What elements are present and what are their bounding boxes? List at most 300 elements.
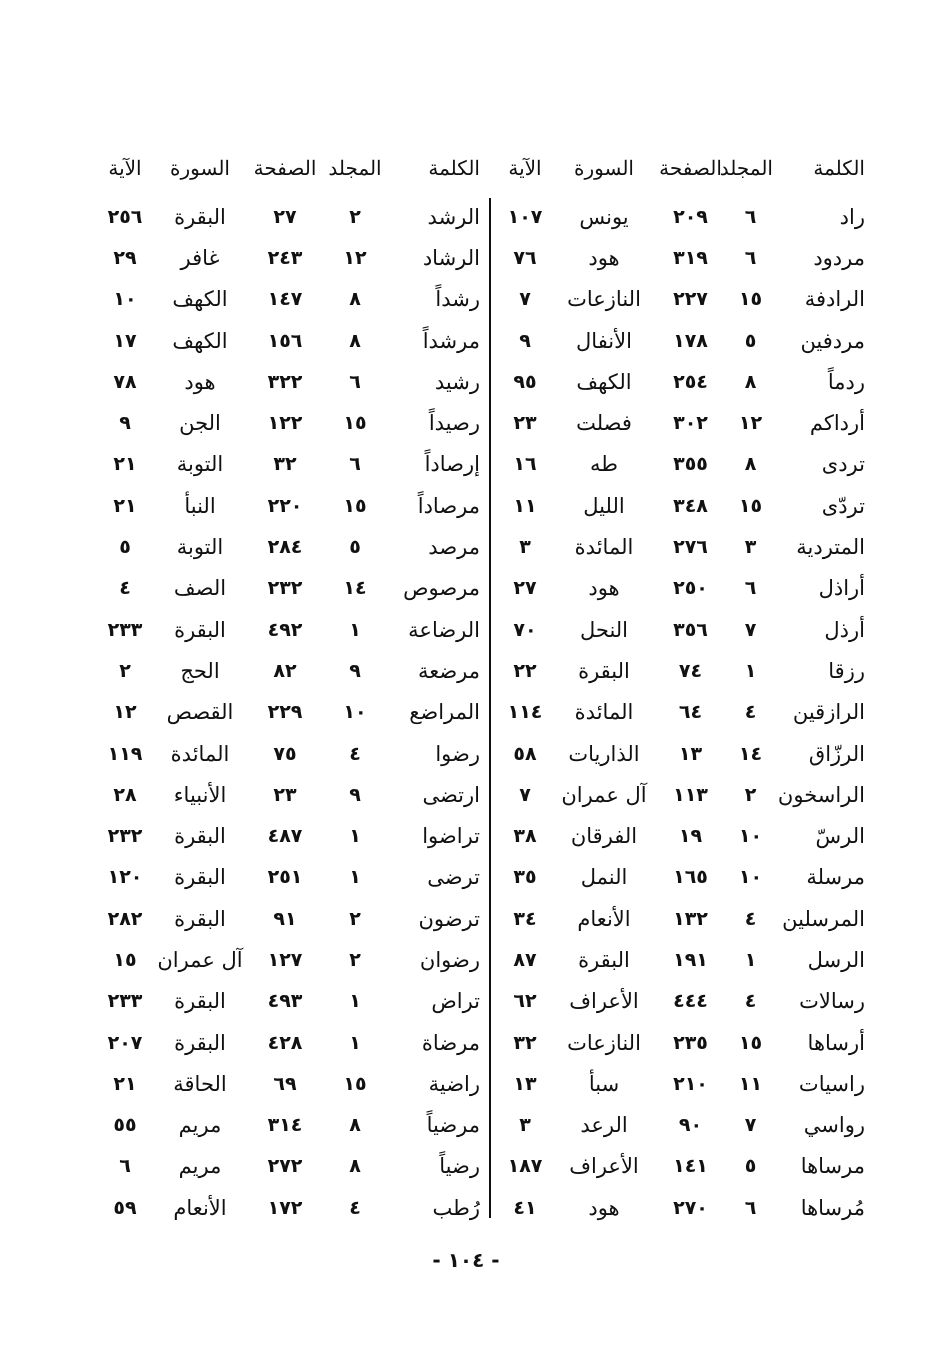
table-row xyxy=(95,898,480,939)
column-divider xyxy=(489,198,491,1218)
table-row xyxy=(95,320,480,361)
volume-cell: ٢ xyxy=(349,948,361,971)
table-row xyxy=(495,237,865,278)
verse-cell: ٢٣٢ xyxy=(107,825,143,848)
page-cell: ٣١٤ xyxy=(267,1114,303,1137)
volume-cell: ٩ xyxy=(349,783,361,806)
table-row xyxy=(95,444,480,485)
word-cell: تردّى xyxy=(821,493,865,518)
surah-cell: مريم xyxy=(178,1154,222,1179)
page-cell: ٢٧٢ xyxy=(267,1155,303,1178)
word-cell: مُرساها xyxy=(800,1195,865,1220)
word-cell: ارتضى xyxy=(422,782,480,807)
verse-cell: ٩٥ xyxy=(513,370,537,393)
verse-cell: ٢١ xyxy=(113,494,137,517)
word-cell: رصيداً xyxy=(428,411,480,436)
table-row xyxy=(95,774,480,815)
table-row xyxy=(495,815,865,856)
word-cell: ردماً xyxy=(827,369,865,394)
word-cell: راسيات xyxy=(798,1071,865,1096)
word-cell: مرسلة xyxy=(806,865,865,890)
word-cell: مرضياً xyxy=(426,1113,480,1138)
verse-cell: ٣٤ xyxy=(513,907,537,930)
volume-cell: ٥ xyxy=(744,1155,757,1178)
table-row xyxy=(95,361,480,402)
verse-cell: ١٦ xyxy=(513,453,537,476)
table-row xyxy=(495,857,865,898)
table-row xyxy=(95,939,480,980)
surah-cell: الأنعام xyxy=(173,1195,227,1220)
word-cell: رزقا xyxy=(828,658,865,683)
word-cell: راضية xyxy=(428,1071,480,1096)
surah-cell: البقرة xyxy=(174,824,226,849)
page-cell: ٤٩٢ xyxy=(267,618,303,641)
page-cell: ٣٥٦ xyxy=(673,618,708,641)
index-table-left xyxy=(95,150,480,1228)
page-cell: ٣١٩ xyxy=(673,246,708,269)
volume-cell: ١ xyxy=(349,990,361,1013)
verse-cell: ٩ xyxy=(519,329,531,352)
table-row xyxy=(95,526,480,567)
page-cell: ٢٣٥ xyxy=(673,1031,708,1054)
volume-cell: ٢ xyxy=(349,907,361,930)
word-cell: ترضى xyxy=(427,865,480,890)
volume-cell: ١١ xyxy=(738,1072,763,1095)
verse-cell: ١١٩ xyxy=(107,742,143,765)
header-word: الكلمة xyxy=(428,156,480,180)
volume-cell: ١٥ xyxy=(343,494,367,517)
table-row xyxy=(495,444,865,485)
volume-cell: ١ xyxy=(349,866,361,889)
surah-cell: البقرة xyxy=(174,906,226,931)
word-cell: الرشاد xyxy=(422,245,480,270)
volume-cell: ١٤ xyxy=(738,742,763,765)
volume-cell: ١ xyxy=(744,659,757,682)
volume-cell: ٧ xyxy=(744,1114,757,1137)
table-row xyxy=(95,1063,480,1104)
page-cell: ٢٧٦ xyxy=(673,536,708,559)
header-page: الصفحة xyxy=(253,156,317,180)
volume-cell: ١٠ xyxy=(738,825,763,848)
verse-cell: ٢٢ xyxy=(513,659,537,682)
table-header-row xyxy=(495,150,865,186)
page-cell: ٨٢ xyxy=(273,659,297,682)
volume-cell: ١٥ xyxy=(738,1031,763,1054)
word-cell: تردى xyxy=(821,452,865,477)
table-row xyxy=(95,279,480,320)
page-cell: ٩١ xyxy=(273,907,297,930)
surah-cell: الذاريات xyxy=(568,741,640,766)
volume-cell: ٨ xyxy=(349,288,361,311)
table-header-row xyxy=(95,150,480,186)
verse-cell: ١١٤ xyxy=(507,701,543,724)
surah-cell: فصلت xyxy=(576,411,632,436)
header-page: الصفحة xyxy=(659,156,722,180)
surah-cell: النازعات xyxy=(567,287,641,312)
verse-cell: ٦ xyxy=(119,1155,131,1178)
verse-cell: ٣٥ xyxy=(513,866,537,889)
surah-cell: النازعات xyxy=(567,1030,641,1055)
table-row xyxy=(95,237,480,278)
surah-cell: البقرة xyxy=(174,204,226,229)
surah-cell: آل عمران xyxy=(561,782,647,807)
word-cell: مرضاة xyxy=(421,1030,480,1055)
table-row xyxy=(95,733,480,774)
page-cell: ٤٤٤ xyxy=(673,990,708,1013)
volume-cell: ٧ xyxy=(744,618,757,641)
surah-cell: النمل xyxy=(580,865,628,890)
header-volume: المجلد xyxy=(328,156,382,180)
volume-cell: ٨ xyxy=(744,453,757,476)
surah-cell: البقرة xyxy=(174,617,226,642)
verse-cell: ٢٨٢ xyxy=(107,907,143,930)
table-row xyxy=(95,1187,480,1228)
word-cell: أراذل xyxy=(818,576,865,601)
volume-cell: ٨ xyxy=(349,1155,361,1178)
volume-cell: ٥ xyxy=(744,329,757,352)
header-verse: الآية xyxy=(108,156,142,180)
word-cell: المتردية xyxy=(796,535,865,560)
volume-cell: ٦ xyxy=(349,370,361,393)
page-cell: ٣٢ xyxy=(273,453,297,476)
verse-cell: ٣٨ xyxy=(513,825,537,848)
verse-cell: ٧ xyxy=(519,288,531,311)
surah-cell: الأنفال xyxy=(576,328,632,353)
table-row xyxy=(495,650,865,691)
page-cell: ٣٤٨ xyxy=(673,494,708,517)
page-cell: ١٥٦ xyxy=(267,329,303,352)
header-surah: السورة xyxy=(574,156,634,180)
word-cell: رشيد xyxy=(434,369,480,394)
verse-cell: ٦٢ xyxy=(513,990,537,1013)
page-cell: ٢٠٩ xyxy=(673,205,708,228)
page-cell: ١٩١ xyxy=(673,948,708,971)
volume-cell: ٦ xyxy=(744,205,757,228)
verse-cell: ١٣ xyxy=(513,1072,537,1095)
verse-cell: ٢٣٣ xyxy=(107,990,143,1013)
page-cell: ٢٤٣ xyxy=(267,246,303,269)
table-row xyxy=(495,692,865,733)
table-row xyxy=(495,1187,865,1228)
page-cell: ٢٧ xyxy=(273,205,297,228)
page-cell: ٢٢٠ xyxy=(267,494,303,517)
verse-cell: ٨٧ xyxy=(513,948,537,971)
word-cell: مرساها xyxy=(800,1154,865,1179)
table-row xyxy=(95,692,480,733)
word-cell: تراضوا xyxy=(422,824,480,849)
surah-cell: الكهف xyxy=(172,287,228,312)
verse-cell: ٥٩ xyxy=(113,1196,137,1219)
verse-cell: ١٥ xyxy=(113,948,137,971)
word-cell: أرذل xyxy=(824,617,865,642)
volume-cell: ٨ xyxy=(744,370,757,393)
surah-cell: الصف xyxy=(173,576,227,601)
verse-cell: ١٨٧ xyxy=(507,1155,543,1178)
surah-cell: الأنعام xyxy=(577,906,631,931)
table-row xyxy=(95,1105,480,1146)
page-cell: ١٩ xyxy=(678,825,703,848)
table-row xyxy=(495,279,865,320)
table-row xyxy=(95,402,480,443)
surah-cell: الأعراف xyxy=(569,1154,639,1179)
page-cell: ١٧٢ xyxy=(267,1196,303,1219)
surah-cell: هود xyxy=(588,576,620,601)
surah-cell: المائدة xyxy=(574,700,634,725)
word-cell: الرسّ xyxy=(815,824,865,849)
word-cell: الراسخون xyxy=(777,782,865,807)
table-row xyxy=(495,609,865,650)
table-row xyxy=(95,650,480,691)
verse-cell: ٢٩ xyxy=(113,246,137,269)
table-row xyxy=(495,1146,865,1187)
word-cell: رسالات xyxy=(799,989,865,1014)
page-cell: ٩٠ xyxy=(678,1114,703,1137)
surah-cell: التوبة xyxy=(176,535,224,560)
verse-cell: ٣ xyxy=(519,536,531,559)
header-surah: السورة xyxy=(170,156,230,180)
page-cell: ١٢٢ xyxy=(267,412,303,435)
surah-cell: الحاقة xyxy=(173,1071,227,1096)
verse-cell: ٣ xyxy=(519,1114,531,1137)
page-cell: ٣٠٢ xyxy=(673,412,708,435)
word-cell: أرساها xyxy=(807,1030,865,1055)
volume-cell: ١ xyxy=(349,1031,361,1054)
table-row xyxy=(495,485,865,526)
page-cell: ٤٢٨ xyxy=(267,1031,303,1054)
word-cell: رُطب xyxy=(432,1195,480,1220)
word-cell: تراض xyxy=(431,989,480,1014)
page-cell: ٢١٠ xyxy=(673,1072,708,1095)
word-cell: الرضاعة xyxy=(408,617,480,642)
verse-cell: ٥ xyxy=(119,536,131,559)
verse-cell: ٤ xyxy=(119,577,131,600)
surah-cell: الفرقان xyxy=(570,824,638,849)
page-cell: ١٣٢ xyxy=(673,907,708,930)
verse-cell: ٢٠٧ xyxy=(107,1031,143,1054)
surah-cell: البقرة xyxy=(578,947,630,972)
page-cell: ٢٢٧ xyxy=(673,288,708,311)
table-row xyxy=(95,1146,480,1187)
volume-cell: ١٥ xyxy=(738,288,763,311)
word-cell: الرازقين xyxy=(792,700,865,725)
verse-cell: ٥٨ xyxy=(513,742,537,765)
surah-cell: البقرة xyxy=(174,865,226,890)
volume-cell: ٤ xyxy=(744,990,757,1013)
table-row xyxy=(95,196,480,237)
volume-cell: ٣ xyxy=(744,536,757,559)
verse-cell: ٢٥٦ xyxy=(107,205,143,228)
surah-cell: النحل xyxy=(579,617,629,642)
word-cell: الرادفة xyxy=(804,287,865,312)
word-cell: مرصاداً xyxy=(417,493,480,518)
volume-cell: ١٠ xyxy=(343,701,367,724)
volume-cell: ٦ xyxy=(349,453,361,476)
word-cell: مردفين xyxy=(800,328,865,353)
volume-cell: ١٠ xyxy=(738,866,763,889)
surah-cell: المائدة xyxy=(170,741,230,766)
page-cell: ٤٩٣ xyxy=(267,990,303,1013)
table-row xyxy=(95,815,480,856)
surah-cell: الرعد xyxy=(580,1113,628,1138)
verse-cell: ٢٣٣ xyxy=(107,618,143,641)
page-cell: ١٧٨ xyxy=(673,329,708,352)
surah-cell: الليل xyxy=(583,493,625,518)
verse-cell: ٢٣ xyxy=(513,412,537,435)
verse-cell: ٩ xyxy=(119,412,131,435)
verse-cell: ١١ xyxy=(513,494,537,517)
surah-cell: البقرة xyxy=(174,989,226,1014)
verse-cell: ٢٨ xyxy=(113,783,137,806)
volume-cell: ٦ xyxy=(744,577,757,600)
word-cell: مرشداً xyxy=(422,328,480,353)
volume-cell: ٤ xyxy=(349,742,361,765)
word-cell: المراضع xyxy=(409,700,480,725)
surah-cell: النبأ xyxy=(184,493,216,518)
volume-cell: ٢ xyxy=(349,205,361,228)
verse-cell: ١٠٧ xyxy=(507,205,543,228)
surah-cell: الحج xyxy=(180,658,220,683)
surah-cell: البقرة xyxy=(578,658,630,683)
verse-cell: ١٧ xyxy=(113,329,137,352)
table-row xyxy=(95,981,480,1022)
volume-cell: ١ xyxy=(349,825,361,848)
page-cell: ٢٥٠ xyxy=(673,577,708,600)
word-cell: رضوان xyxy=(419,947,480,972)
surah-cell: غافر xyxy=(180,245,220,270)
table-row xyxy=(495,568,865,609)
table-row xyxy=(495,1063,865,1104)
volume-cell: ٨ xyxy=(349,1114,361,1137)
table-row xyxy=(95,1022,480,1063)
volume-cell: ١٢ xyxy=(738,412,763,435)
verse-cell: ٥٥ xyxy=(113,1114,137,1137)
table-row xyxy=(495,526,865,567)
verse-cell: ٤١ xyxy=(513,1196,537,1219)
volume-cell: ١٥ xyxy=(343,1072,367,1095)
volume-cell: ١٥ xyxy=(343,412,367,435)
verse-cell: ٧٨ xyxy=(113,370,137,393)
table-row xyxy=(495,320,865,361)
verse-cell: ٢١ xyxy=(113,453,137,476)
surah-cell: يونس xyxy=(579,204,629,229)
volume-cell: ٥ xyxy=(349,536,361,559)
verse-cell: ١٢ xyxy=(113,701,137,724)
page-cell: ٤٨٧ xyxy=(267,825,303,848)
page-number: - ١٠٤ - xyxy=(432,1248,500,1272)
volume-cell: ٤ xyxy=(349,1196,361,1219)
header-verse: الآية xyxy=(508,156,542,180)
table-row xyxy=(495,939,865,980)
word-cell: أرداكم xyxy=(809,411,865,436)
verse-cell: ٧ xyxy=(519,783,531,806)
page-cell: ٢٥٤ xyxy=(673,370,708,393)
volume-cell: ٨ xyxy=(349,329,361,352)
volume-cell: ١٤ xyxy=(343,577,367,600)
table-row xyxy=(495,402,865,443)
surah-cell: هود xyxy=(184,369,216,394)
page-cell: ٢٨٤ xyxy=(267,536,303,559)
page-cell: ١٢٧ xyxy=(267,948,303,971)
word-cell: ترضون xyxy=(418,906,480,931)
page-cell: ٢٥١ xyxy=(267,866,303,889)
word-cell: راد xyxy=(839,204,865,229)
surah-cell: البقرة xyxy=(174,1030,226,1055)
surah-cell: الأعراف xyxy=(569,989,639,1014)
surah-cell: مريم xyxy=(178,1113,222,1138)
table-row xyxy=(95,857,480,898)
page-cell: ٢٣ xyxy=(273,783,297,806)
table-row xyxy=(495,774,865,815)
verse-cell: ٧٦ xyxy=(513,246,537,269)
table-row xyxy=(95,609,480,650)
verse-cell: ٢ xyxy=(119,659,131,682)
volume-cell: ٩ xyxy=(349,659,361,682)
surah-cell: الأنبياء xyxy=(173,782,227,807)
volume-cell: ٦ xyxy=(744,246,757,269)
header-word: الكلمة xyxy=(813,156,865,180)
page-cell: ٣٢٢ xyxy=(267,370,303,393)
verse-cell: ٧٠ xyxy=(513,618,537,641)
surah-cell: سبأ xyxy=(588,1071,620,1096)
word-cell: رواسي xyxy=(803,1113,865,1138)
word-cell: مرصد xyxy=(428,535,480,560)
table-row xyxy=(495,196,865,237)
surah-cell: طه xyxy=(590,452,618,477)
word-cell: رضوا xyxy=(435,741,480,766)
surah-cell: الجن xyxy=(179,411,221,436)
table-row xyxy=(95,568,480,609)
word-cell: الرشد xyxy=(427,204,480,229)
surah-cell: هود xyxy=(588,1195,620,1220)
page-cell: ١١٣ xyxy=(673,783,708,806)
table-row xyxy=(495,361,865,402)
page-cell: ١٤٧ xyxy=(267,288,303,311)
volume-cell: ٤ xyxy=(744,701,757,724)
header-volume: المجلد xyxy=(719,156,773,180)
table-row xyxy=(495,898,865,939)
volume-cell: ١٢ xyxy=(343,246,367,269)
word-cell: مرضعة xyxy=(417,658,480,683)
word-cell: المرسلين xyxy=(782,906,865,931)
verse-cell: ١٢٠ xyxy=(107,866,143,889)
surah-cell: المائدة xyxy=(574,535,634,560)
word-cell: الرزّاق xyxy=(808,741,865,766)
surah-cell: آل عمران xyxy=(157,947,243,972)
table-row xyxy=(95,485,480,526)
volume-cell: ٤ xyxy=(744,907,757,930)
page-cell: ٦٤ xyxy=(678,701,703,724)
table-row xyxy=(495,1105,865,1146)
volume-cell: ١ xyxy=(744,948,757,971)
table-row xyxy=(495,981,865,1022)
volume-cell: ١٥ xyxy=(738,494,763,517)
page-cell: ١٦٥ xyxy=(673,866,708,889)
table-row xyxy=(495,1022,865,1063)
word-cell: إرصاداً xyxy=(424,452,480,477)
volume-cell: ١ xyxy=(349,618,361,641)
verse-cell: ٢١ xyxy=(113,1072,137,1095)
surah-cell: القصص xyxy=(166,700,234,725)
page-cell: ١٤١ xyxy=(673,1155,708,1178)
surah-cell: الكهف xyxy=(576,369,632,394)
word-cell: رضياً xyxy=(439,1154,480,1179)
page-cell: ٧٥ xyxy=(273,742,297,765)
volume-cell: ٦ xyxy=(744,1196,757,1219)
page-cell: ٢٢٩ xyxy=(267,701,303,724)
volume-cell: ٢ xyxy=(744,783,757,806)
surah-cell: هود xyxy=(588,245,620,270)
index-table-right xyxy=(495,150,865,1228)
